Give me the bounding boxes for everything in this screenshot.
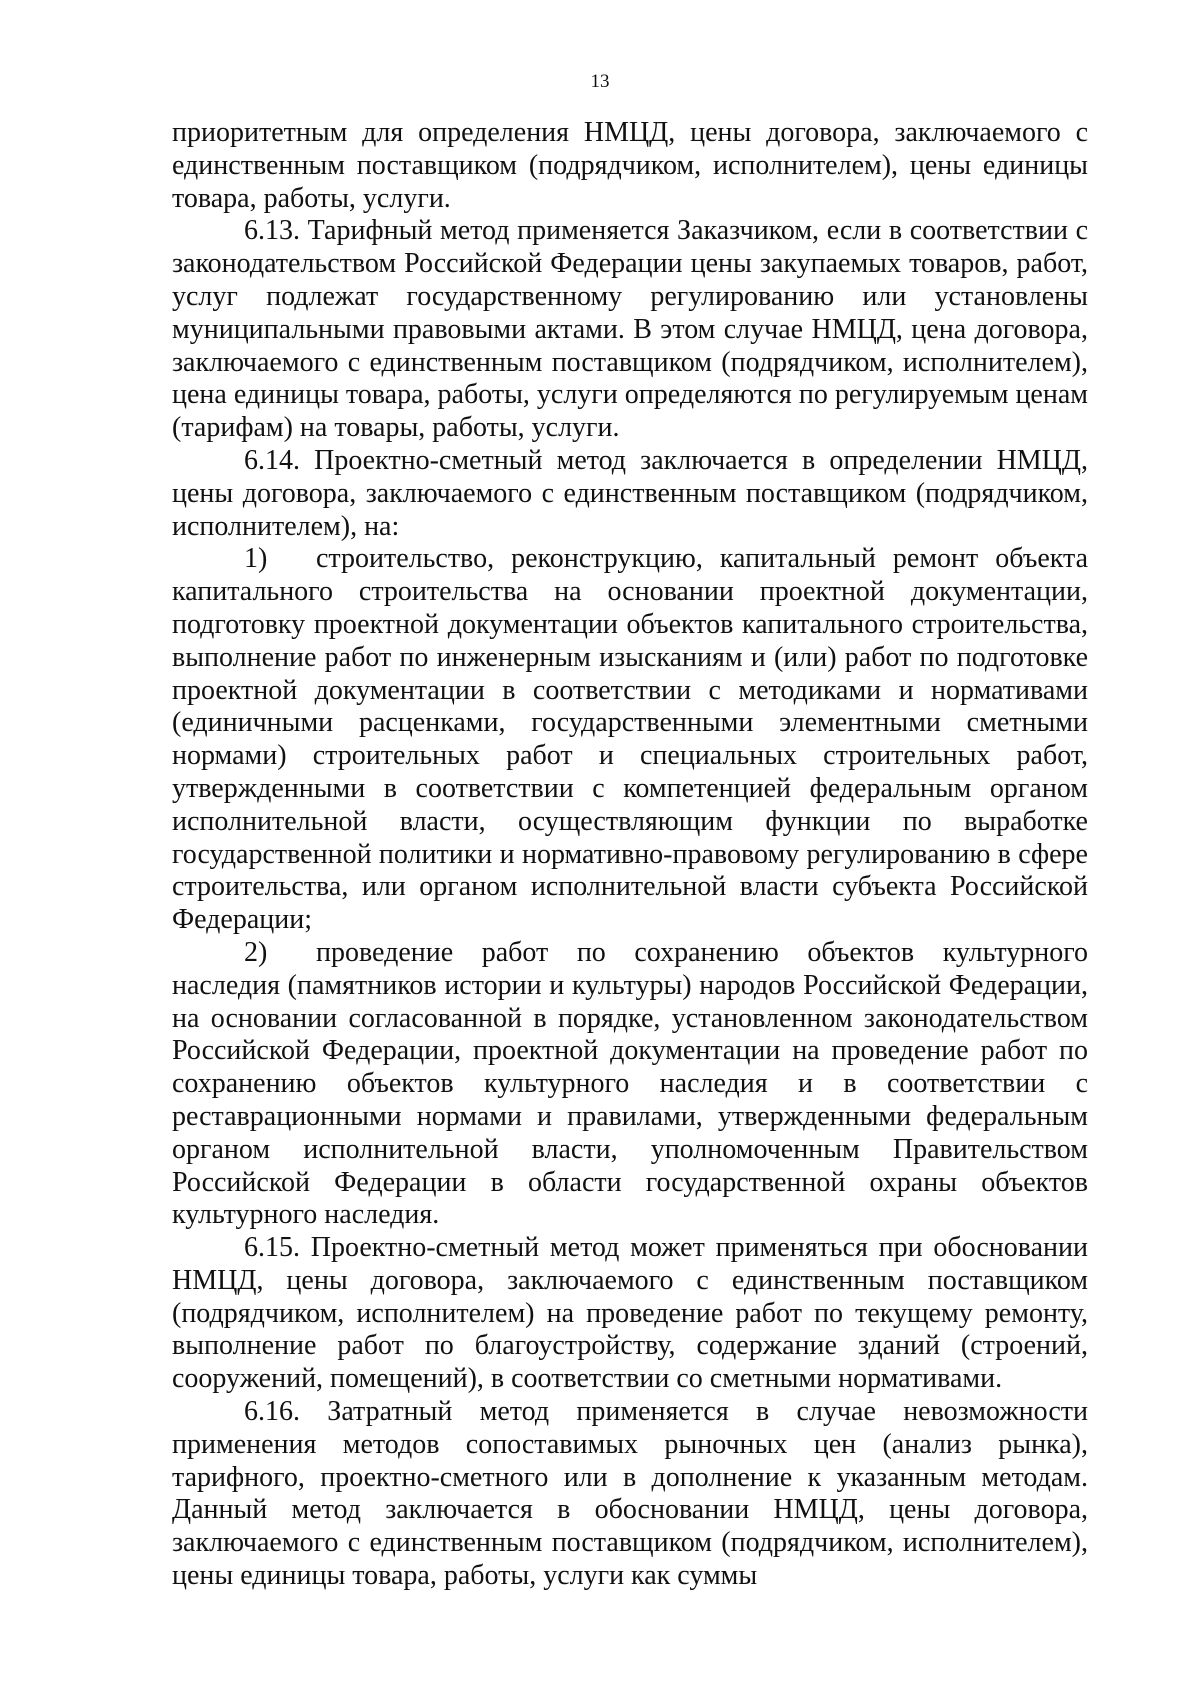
paragraph-6-15: 6.15. Проектно-сметный метод может применяться при обосновании НМЦД, цены договора, заключаемого с единственным поставщиком (подрядчиком, исполнителем) на проведение работ по текущему ремонту, выполнение работ по благоустройству, содержание зданий (строений, сооружений, помещений), в соответствии со сметными нормативами. [172,1232,1088,1395]
list-item-text: проведение работ по сохранению объектов культурного наследия (памятников истории и культуры) народов Российской Федерации, на основании согласованной в порядке, установленном законодательством Российской Федерации, проектной документации на проведение работ по сохранению объектов культурного наследия и в соответствии с реставрационными нормами и правилами, утвержденными федеральным органом исполнительной власти, уполномоченным Правительством Российской Федерации в области государственной охраны объектов культурного наследия. [172,936,1088,1231]
paragraph-6-16: 6.16. Затратный метод применяется в случае невозможности применения методов сопоставимых рыночных цен (анализ рынка), тарифного, проектно-сметного или в дополнение к указанным методам. Данный метод заключается в обосновании НМЦД, цены договора, заключаемого с единственным поставщиком (подрядчиком, исполнителем), цены единицы товара, работы, услуги как суммы [172,1396,1088,1592]
paragraph-6-13: 6.13. Тарифный метод применяется Заказчиком, если в соответствии с законодательством Российской Федерации цены закупаемых товаров, работ, услуг подлежат государственному регулированию или установлены муниципальными правовыми актами. В этом случае НМЦД, цена договора, заключаемого с единственным поставщиком (подрядчиком, исполнителем), цена единицы товара, работы, услуги определяются по регулируемым ценам (тарифам) на товары, работы, услуги. [172,215,1088,444]
list-item-text: строительство, реконструкцию, капитальный ремонт объекта капитального строительства на основании проектной документации, подготовку проектной документации объектов капитального строительства, выполнение работ по инженерным изысканиям и (или) работ по подготовке проектной документации в соответствии с методиками и нормативами (единичными расценками, государственными элементными сметными нормами) строительных работ и специальных строительных работ, утвержденными в соответствии с компетенцией федеральным органом исполнительной власти, осуществляющим функции по выработке государственной политики и нормативно-правовому регулированию в сфере строительства, или органом исполнительной власти субъекта Российской Федерации; [172,543,1088,936]
page-number: 13 [590,71,610,92]
list-item-number: 1) [244,543,268,575]
list-item [172,937,1088,1232]
paragraph-6-14: 6.14. Проектно-сметный метод заключается в определении НМЦД, цены договора, заключаемого с единственным поставщиком (подрядчиком, исполнителем), на: [172,444,1088,542]
list-item [172,543,1088,937]
paragraph-continuation: приоритетным для определения НМЦД, цены договора, заключаемого с единственным поставщиком (подрядчиком, исполнителем), цены единицы товара, работы, услуги. [172,117,1088,214]
document-body [172,117,1088,1593]
list-item-number: 2) [244,936,268,968]
